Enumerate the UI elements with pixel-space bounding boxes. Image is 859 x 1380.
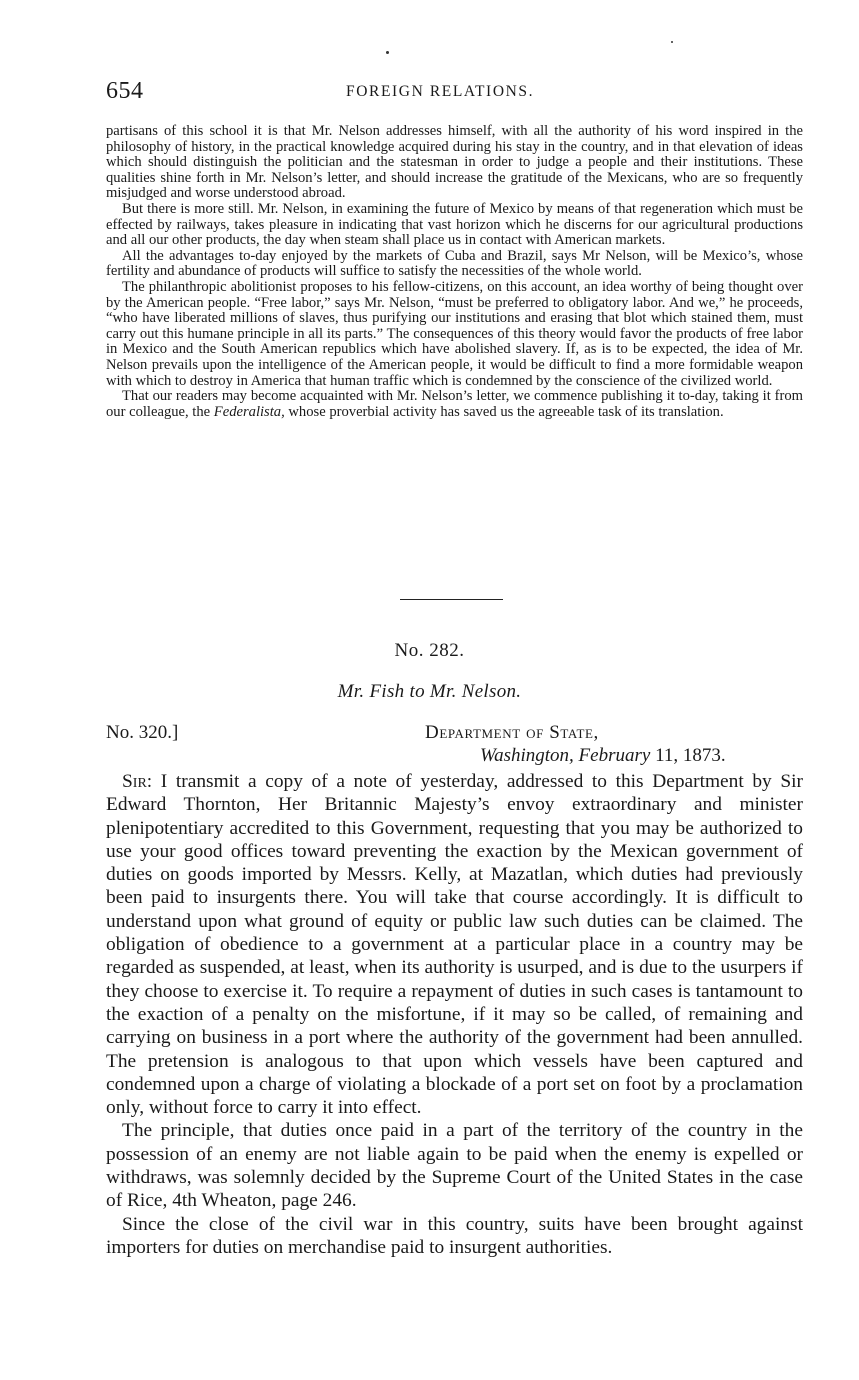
article-paragraph: The philanthropic abolitionist proposes to his fellow-citizens, on this account, an idea worthy of being thought over by the American people. “Free labor,” says Mr. Nelson, “must be preferred to obligatory labor. And we,” he proceeds, “who have liberated millions of slaves, thus purifying our institutions and erasing that blot which stained them, must carry out this humane principle in all its parts.” The consequences of this theory would favor the products of free labor in Mexico and the South American republics which have abolished slavery. If, as is to be expected, the idea of Mr. Nelson prevails upon the intelligence of the American people, it would be difficult to find a more formidable weapon with which to destroy in America that human traffic which is condemned by the conscience of the civilized world. <box>106 278 803 389</box>
letter-paragraph: The principle, that duties once paid in a part of the territory of the country in the possession of an enemy are not liable again to be paid when the enemy is expelled or withdraws, was solemnly decided by the Supreme Court of the United States in the case of Rice, 4th Wheaton, page 246. <box>106 1120 803 1212</box>
print-speck <box>671 41 673 43</box>
document-title: Mr. Fish to Mr. Nelson. <box>337 681 522 702</box>
despatch-number: No. 320.] <box>106 722 179 743</box>
dateline-month: February <box>578 745 651 766</box>
dateline-date: 11, 1873. <box>650 745 726 766</box>
article-text: whose proverbial activity has saved us the agreeable task of its translation. <box>284 403 724 420</box>
running-head: FOREIGN RELATIONS. <box>346 83 535 100</box>
article-paragraph: But there is more still. Mr. Nelson, in examining the future of Mexico by means of that regeneration which must be effected by railways, takes pleasure in indicating that vast horizon which he discerns for our agricultural productions and all our other products, the day when steam shall place us in contact with American markets. <box>106 200 803 249</box>
letter-paragraph <box>106 770 803 1119</box>
article-paragraph: partisans of this school it is that Mr. Nelson addresses himself, with all the authority of his word inspired in the philosophy of history, in the practical knowledge acquired during his stay in the country, and in that elevation of ideas which should distinguish the politician and the statesman in order to judge a people and their institutions. These qualities shine forth in Mr. Nelson’s letter, and should increase the gratitude of the Mexicans, who are so frequently misjudged and worse understood abroad. <box>106 123 803 202</box>
article-paragraph <box>106 389 803 420</box>
continued-article <box>106 124 803 420</box>
page-header <box>106 78 802 106</box>
print-speck <box>386 51 389 54</box>
letter-body <box>106 770 803 1259</box>
salutation: Sir <box>122 771 147 792</box>
letter-paragraph: Since the close of the civil war in this country, suits have been brought against importers for duties on merchandise paid to insurgent authorities. <box>106 1213 803 1258</box>
department-heading: Department of State, <box>425 722 599 743</box>
page-number: 654 <box>106 78 144 104</box>
letter-text: : I transmit a copy of a note of yesterday, addressed to this Department by Sir Edward Thornton, Her Britannic Majesty’s envoy extraordinary and minister plenipotentiary accredited to this Government, requesting that you may be authorized to use your good offices toward preventing the exaction by the Mexican government of duties on goods imported by Messrs. Kelly, at Mazatlan, which duties had previously been paid to insurgents there. You will take that course accordingly. It is difficult to understand upon what ground of equity or public law such duties can be claimed. The obligation of obedience to a government at a particular place in a country may be regarded as suspended, at least, when its authority is usurped, and is due to the usurpers if they choose to exercise it. To require a repayment of duties in such cases is tantamount to the exaction of a penalty on the misfortune, if it may so be called, of remaining and carrying on business in a port where the authority of the government had been annulled. The pretension is analogous to that upon which vessels have been captured and condemned upon a charge of violating a blockade of a port set on foot by a proclamation only, without force to carry it into effect. <box>106 771 803 1119</box>
section-divider <box>400 599 503 600</box>
dateline-place: Washington, <box>480 745 574 766</box>
dateline <box>480 745 726 767</box>
article-text: That our readers may become acquainted with Mr. Nelson’s letter, we commence publishing it to-day, taking it from our colleague, the <box>106 388 803 420</box>
newspaper-name: Federalista, <box>213 403 285 420</box>
document-number: No. 282. <box>394 640 465 661</box>
article-paragraph: All the advantages to-day enjoyed by the markets of Cuba and Brazil, says Mr Nelson, will be Mexico’s, whose fertility and abundance of products will suffice to satisfy the necessities of the whole world. <box>106 247 803 280</box>
